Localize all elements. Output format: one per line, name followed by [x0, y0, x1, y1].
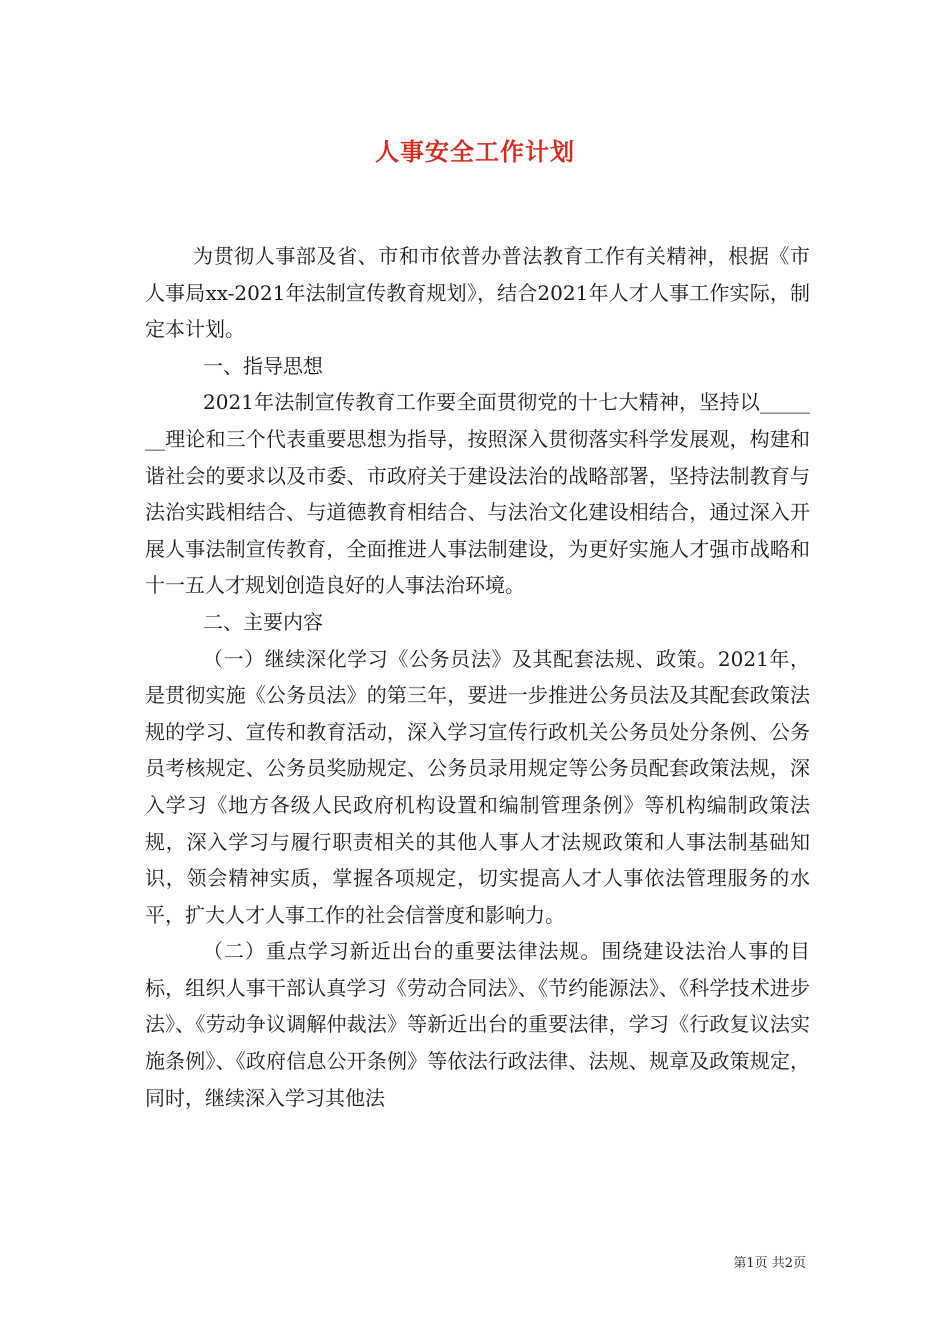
paragraph-item-1: （一）继续深化学习《公务员法》及其配套法规、政策。2021年，是贯彻实施《公务员法》的第三年，要进一步推进公务员法及其配套政策法规的学习、宣传和教育活动，深入学习宣传行政机关公务员处分条例、公务员考核规定、公务员奖励规定、公务员录用规定等公务员配套政策法规，深入学习《地方各级人民政府机构设置和编制管理条例》等机构编制政策法规，深入学习与履行职责相关的其他人事人才法规政策和人事法制基础知识，领会精神实质，掌握各项规定，切实提高人才人事依法管理服务的水平，扩大人才人事工作的社会信誉度和影响力。: [145, 646, 810, 927]
paragraph-intro: 为贯彻人事部及省、市和市依普办普法教育工作有关精神，根据《市人事局xx-2021年法制宣传教育规划》，结合2021年人才人事工作实际，制定本计划。: [145, 244, 810, 342]
section-heading-main-content: 二、主要内容: [203, 609, 323, 634]
page-number: 第1页 共2页: [733, 1256, 806, 1271]
paragraph-item-2: （二）重点学习新近出台的重要法律法规。围绕建设法治人事的目标，组织人事干部认真学习《劳动合同法》、《节约能源法》、《科学技术进步法》、《劳动争议调解仲裁法》等新近出台的重要法律，学习《行政复议法实施条例》、《政府信息公开条例》等依法行政法律、法规、规章及政策规定，同时，继续深入学习其他法: [145, 939, 810, 1110]
paragraph-guiding-ideology: 2021年法制宣传教育工作要全面贯彻党的十七大精神，坚持以_______理论和三个代表重要思想为指导，按照深入贯彻落实科学发展观，构建和谐社会的要求以及市委、市政府关于建设法治的战略部署，坚持法制教育与法治实践相结合、与道德教育相结合、与法治文化建设相结合，通过深入开展人事法制宣传教育，全面推进人事法制建设，为更好实施人才强市战略和十一五人才规划创造良好的人事法治环境。: [145, 390, 810, 598]
document-title: 人事安全工作计划: [375, 137, 575, 166]
document-body: [145, 238, 810, 1116]
section-heading-guiding-ideology: 一、指导思想: [203, 353, 323, 378]
